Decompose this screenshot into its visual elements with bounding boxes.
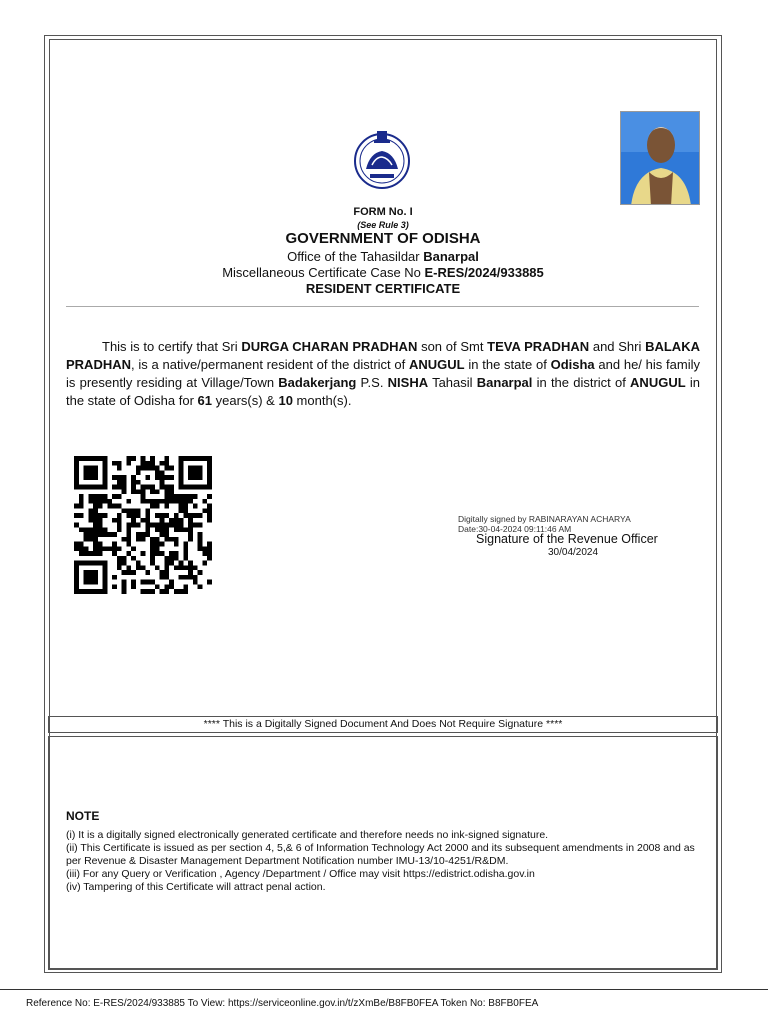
office-line xyxy=(48,249,718,264)
office-prefix: Office of the Tahasildar xyxy=(287,249,424,264)
state: Odisha xyxy=(550,357,595,372)
signature-date: 30/04/2024 xyxy=(548,547,599,558)
district: ANUGUL xyxy=(409,357,465,372)
note-item: (iv) Tampering of this Certificate will attract penal action. xyxy=(66,881,326,893)
residence-years: 61 xyxy=(197,393,212,408)
body-text: P.S. xyxy=(356,375,388,390)
body-text: Tahasil xyxy=(428,375,477,390)
applicant-photo xyxy=(620,111,700,205)
body-text: in the state of xyxy=(464,357,551,372)
see-rule: (See Rule 3) xyxy=(357,220,409,230)
body-text: , is a native/permanent resident of the district of xyxy=(131,357,409,372)
note-item: (ii) This Certificate is issued as per section 4, 5,& 6 of Information Technology Act 2000 and its subsequent amendments in 2008 and as per Revenue & Disaster Management Department Notification number IMU-13/10-4251/R&DM. xyxy=(66,842,695,867)
note-heading: NOTE xyxy=(66,809,100,823)
footer-reference: Reference No: E-RES/2024/933885 To View: https://serviceonline.gov.in/t/zXmBe/B8FB0FEA Token No: B8FB0FEA xyxy=(26,998,539,1009)
odisha-emblem-icon xyxy=(352,127,412,189)
body-text: in the district of xyxy=(532,375,631,390)
body-text: month(s). xyxy=(292,393,352,408)
digital-signed-banner: **** This is a Digitally Signed Document And Does Not Require Signature **** xyxy=(48,716,718,733)
certificate-title: RESIDENT CERTIFICATE xyxy=(305,281,461,296)
mother-name: TEVA PRADHAN xyxy=(487,339,590,354)
body-text: years(s) & xyxy=(212,393,279,408)
certificate-body xyxy=(66,338,700,410)
case-prefix: Miscellaneous Certificate Case No xyxy=(222,265,425,280)
district: ANUGUL xyxy=(630,375,686,390)
body-text: and he/ his family is presently residing at Village/Town xyxy=(66,357,700,390)
government-title: GOVERNMENT OF ODISHA xyxy=(285,230,481,247)
office-name: Banarpal xyxy=(423,249,479,264)
qr-code-icon xyxy=(70,456,216,594)
case-line xyxy=(48,265,718,280)
digital-sign-date: Date:30-04-2024 09:11:46 AM xyxy=(458,524,572,534)
case-number: E-RES/2024/933885 xyxy=(424,265,544,280)
residence-months: 10 xyxy=(278,393,293,408)
body-text: in the state of Odisha for xyxy=(66,375,700,408)
father-name: BALAKA PRADHAN xyxy=(66,339,700,372)
body-text: This is to certify that Sri xyxy=(102,339,242,354)
footer-divider xyxy=(0,989,768,990)
body-text: son of Smt xyxy=(417,339,488,354)
form-number: FORM No. I xyxy=(353,206,413,218)
village: Badakerjang xyxy=(278,375,357,390)
digital-signature-stamp xyxy=(458,514,631,534)
note-item: (i) It is a digitally signed electronically generated certificate and therefore needs no ink-signed signature. xyxy=(66,829,549,841)
body-text: and Shri xyxy=(589,339,646,354)
note-item: (iii) For any Query or Verification , Agency /Department / Office may visit https://edistrict.odisha.gov.in xyxy=(66,868,535,880)
tahasil: Banarpal xyxy=(476,375,533,390)
signature-title: Signature of the Revenue Officer xyxy=(476,532,658,546)
police-station: NISHA xyxy=(387,375,429,390)
digital-signer: Digitally signed by RABINARAYAN ACHARYA xyxy=(458,514,631,524)
applicant-name: DURGA CHARAN PRADHAN xyxy=(241,339,418,354)
header-divider xyxy=(66,306,699,307)
